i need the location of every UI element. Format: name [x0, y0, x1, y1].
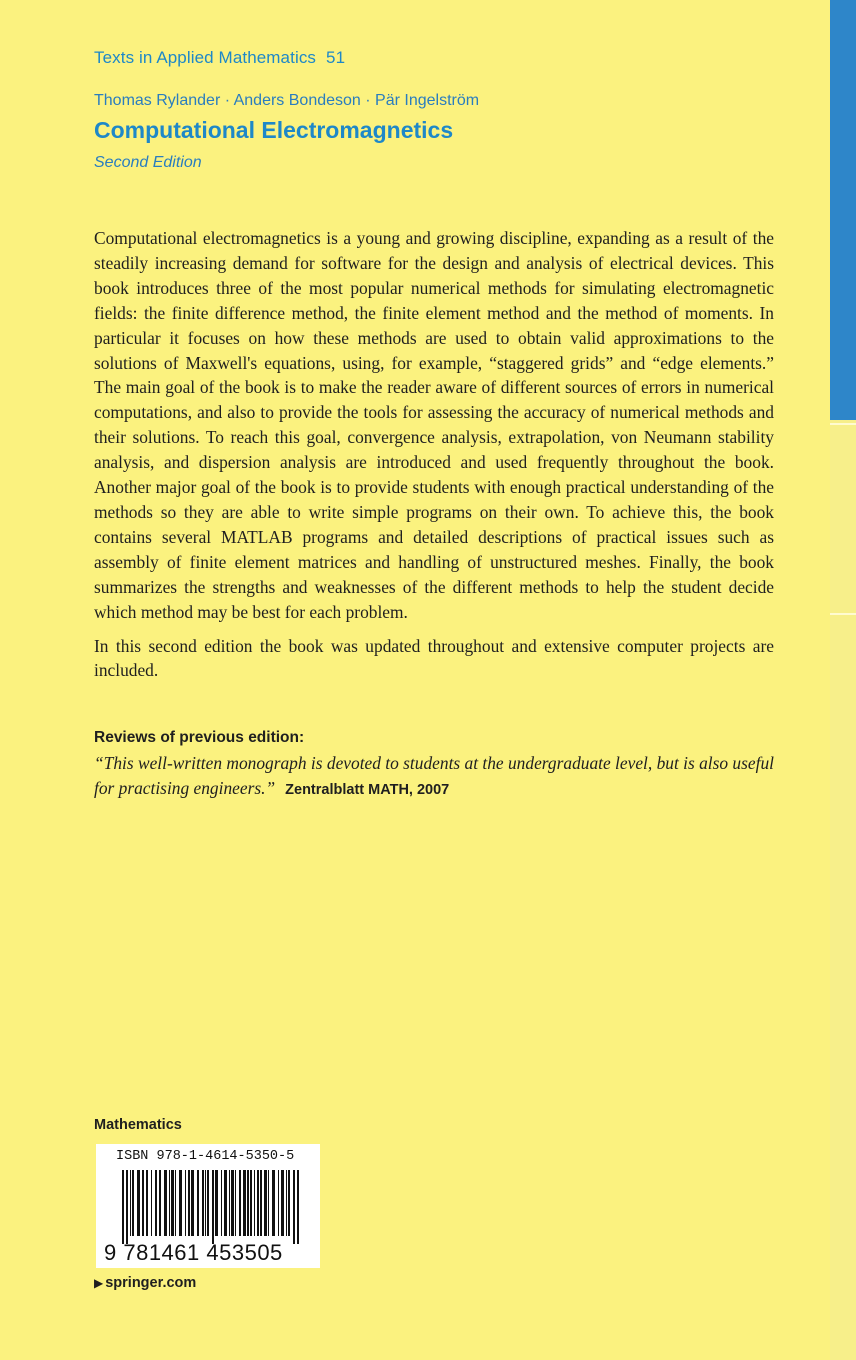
website-link[interactable] [94, 1275, 196, 1291]
arrow-right-icon: ▶ [94, 1276, 104, 1290]
barcode-bar [126, 1170, 128, 1244]
spine-divider [830, 423, 856, 425]
barcode-bar [243, 1170, 246, 1236]
barcode-bar [293, 1170, 295, 1244]
barcode-bar [169, 1170, 170, 1236]
barcode-bar [257, 1170, 259, 1236]
barcode-bar [171, 1170, 174, 1236]
reviews-section [94, 726, 784, 803]
book-title: Computational Electromagnetics [94, 117, 454, 143]
reviews-heading: Reviews of previous edition: [94, 729, 305, 746]
barcode-bar [231, 1170, 234, 1236]
spine-divider [830, 613, 856, 615]
barcode-bar [297, 1170, 299, 1244]
barcode-bar [224, 1170, 227, 1236]
category-label: Mathematics [94, 1117, 182, 1133]
barcode-bar [185, 1170, 186, 1236]
description [94, 226, 774, 683]
barcode-bar [188, 1170, 190, 1236]
description-paragraph-1: Computational electromagnetics is a young and growing discipline, expanding as a result of the steadily increasing demand for software for the design and analysis of electrical devices. This book introduces three of the most popular numerical methods for simulating electromagnetic fields: the finite difference method, the finite element method and the method of moments. In particular it focuses on how these methods are used to obtain valid approximations to the solutions of Maxwell's equations, using, for example, “staggered grids” and “edge elements.” The main goal of the book is to make the reader aware of different sources of errors in numerical computations, and also to provide the tools for assessing the accuracy of numerical methods and their solutions. To reach this goal, convergence analysis, extrapolation, von Neumann stability analysis, and dispersion analysis are introduced and used frequently throughout the book. Another major goal of the book is to provide students with enough practical understanding of the methods so they are able to write simple programs on their own. To achieve this, the book contains several MATLAB programs and detailed descriptions of practical issues such as assembly of finite element matrices and handling of unstructured meshes. Finally, the book summarizes the strengths and weaknesses of the different methods to help the student decide which method may be best for each problem. [94, 228, 774, 622]
series-name: Texts in Applied Mathematics [94, 48, 317, 67]
barcode-bar [137, 1170, 140, 1236]
barcode-bar [239, 1170, 241, 1236]
barcode-bar [221, 1170, 222, 1236]
barcode-bar [207, 1170, 209, 1236]
description-paragraph-2: In this second edition the book was updated throughout and extensive computer projects are included. [94, 635, 774, 681]
barcode-bar [235, 1170, 236, 1236]
review-source: Zentralblatt MATH, 2007 [285, 781, 450, 798]
series-line [94, 48, 345, 68]
barcode-bar [272, 1170, 275, 1236]
authors: Thomas Rylander · Anders Bondeson · Pär Ingelström [94, 92, 480, 109]
barcode-bar [179, 1170, 182, 1236]
isbn-barcode [96, 1144, 320, 1268]
barcode-bar [278, 1170, 279, 1236]
barcode-bar [247, 1170, 249, 1236]
barcode-bar [191, 1170, 194, 1236]
website-text: springer.com [105, 1275, 197, 1291]
barcode-bar [264, 1170, 267, 1236]
barcode-bar [215, 1170, 218, 1236]
barcode-bar [205, 1170, 206, 1236]
series-number: 51 [326, 48, 346, 67]
barcode-bar [164, 1170, 167, 1236]
barcode-bar [202, 1170, 204, 1236]
barcode-bar [155, 1170, 157, 1236]
barcode-bar [286, 1170, 287, 1236]
barcode-bar [212, 1170, 214, 1244]
barcode-bar [159, 1170, 161, 1236]
review-entry [94, 751, 784, 803]
barcode-bar [288, 1170, 290, 1236]
barcode-bar [229, 1170, 230, 1236]
barcode-bar [130, 1170, 131, 1236]
edition: Second Edition [94, 154, 202, 171]
barcode-bar [254, 1170, 255, 1236]
barcode-bar [197, 1170, 199, 1236]
barcode-bar [146, 1170, 148, 1236]
isbn-label: ISBN 978-1-4614-5350-5 [116, 1149, 295, 1164]
barcode-bar [260, 1170, 262, 1236]
barcode-bar [142, 1170, 144, 1236]
barcode-bar [281, 1170, 284, 1236]
barcode-bar [122, 1170, 124, 1244]
spine-color-strip [830, 0, 856, 420]
review-quote: “This well-written monograph is devoted to students at the undergraduate level, but is also useful for practising engineers.” [94, 752, 774, 798]
barcode-bar [132, 1170, 134, 1236]
barcode-bar [151, 1170, 152, 1236]
barcode-bar [268, 1170, 269, 1236]
barcode-bar [250, 1170, 252, 1236]
barcode-bar [175, 1170, 176, 1236]
barcode-digits: 9 781461 453505 [104, 1240, 283, 1265]
